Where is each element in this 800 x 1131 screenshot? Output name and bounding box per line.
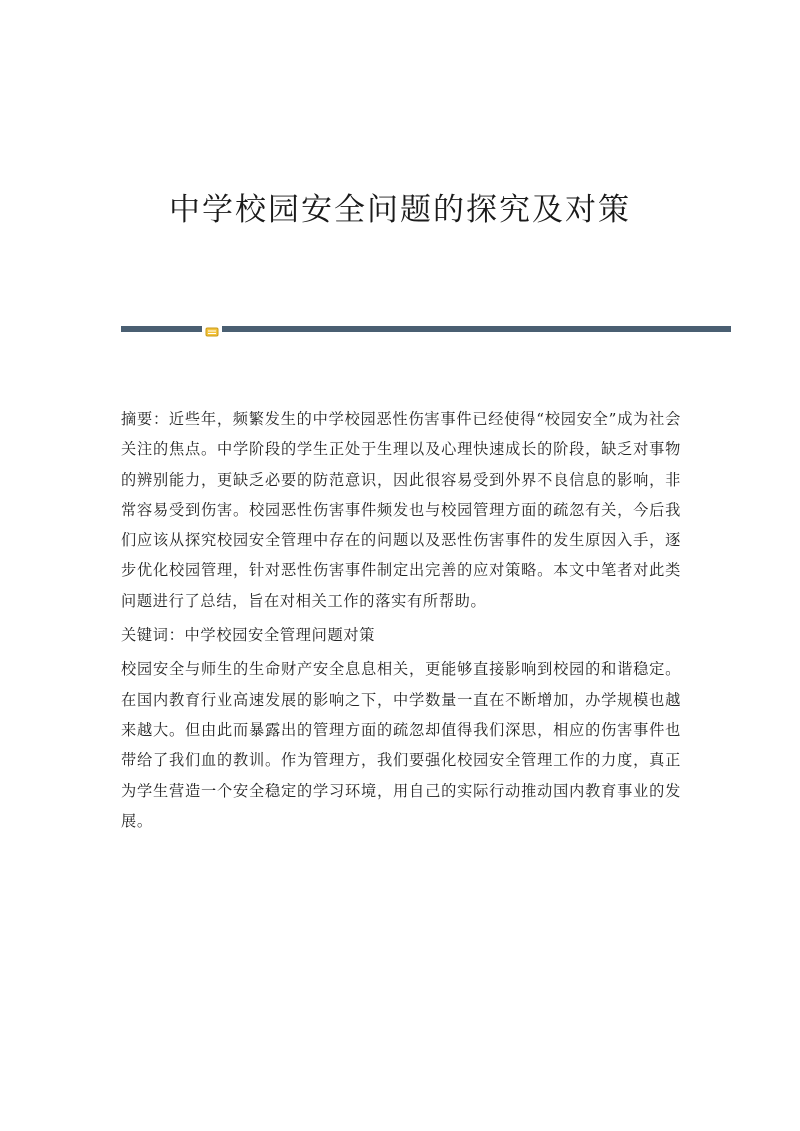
abstract-paragraph: 摘要：近些年，频繁发生的中学校园恶性伤害事件已经使得“校园安全”成为社会关注的焦点。中学阶段的学生正处于生理以及心理快速成长的阶段，缺乏对事物的辨别能力，更缺乏必要的防范意识，因此很容易受到外界不良信息的影响，非常容易受到伤害。校园恶性伤害事件频发也与校园管理方面的疏忽有关，今后我们应该从探究校园安全管理中存在的问题以及恶性伤害事件的发生原因入手，逐步优化校园管理，针对恶性伤害事件制定出完善的应对策略。本文中笔者对此类问题进行了总结，旨在对相关工作的落实有所帮助。 [121, 410, 681, 610]
divider-bar-left [121, 326, 202, 332]
divider-bar-right [222, 326, 731, 332]
title-divider [121, 323, 731, 337]
document-title: 中学校园安全问题的探究及对策 [169, 192, 631, 228]
pencil-ornament-icon [205, 323, 219, 335]
document-body [121, 404, 681, 836]
keywords-line: 关键词：中学校园安全管理问题对策 [121, 626, 376, 645]
body-paragraph: 校园安全与师生的生命财产安全息息相关，更能够直接影响到校园的和谐稳定。在国内教育行业高速发展的影响之下，中学数量一直在不断增加，办学规模也越来越大。但由此而暴露出的管理方面的疏忽却值得我们深思，相应的伤害事件也带给了我们血的教训。作为管理方，我们要强化校园安全管理工作的力度，真正为学生营造一个安全稳定的学习环境，用自己的实际行动推动国内教育事业的发展。 [121, 660, 681, 830]
